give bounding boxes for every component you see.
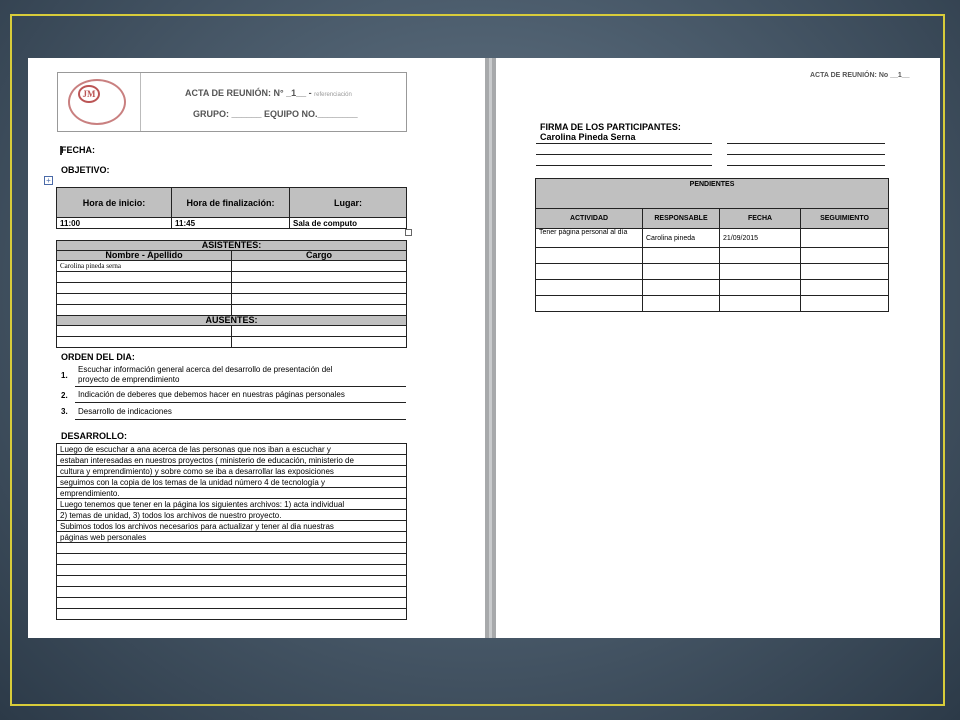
orden-item-1-underline	[75, 386, 406, 387]
orden-item-1-line2: proyecto de emprendimiento	[78, 375, 180, 384]
table-cell	[536, 248, 643, 264]
table-cell	[536, 264, 643, 280]
desarrollo-line: emprendimiento.	[57, 488, 407, 499]
header-lugar: Lugar:	[290, 188, 407, 218]
table-cell	[57, 554, 407, 565]
table-cell	[57, 543, 407, 554]
desarrollo-title: DESARROLLO:	[61, 431, 127, 441]
pendientes-header-seguimiento: SEGUIMIENTO	[801, 209, 889, 229]
header-hora-inicio: Hora de inicio:	[57, 188, 172, 218]
table-cell	[57, 283, 232, 294]
firma-label: FIRMA DE LOS PARTICIPANTES:	[540, 122, 681, 132]
signature-line	[536, 165, 712, 166]
table-cell	[232, 326, 407, 337]
asistentes-table	[56, 240, 407, 348]
table-cell	[57, 609, 407, 620]
table-cell	[643, 248, 720, 264]
objetivo-label: OBJETIVO:	[61, 165, 110, 175]
firma-name: Carolina Pineda Serna	[540, 132, 636, 142]
table-cell	[232, 305, 407, 316]
asistente-nombre: Carolina pineda serna	[57, 261, 232, 272]
header-title-dash: -	[308, 88, 312, 98]
desarrollo-line: estaban interesadas en nuestros proyectos ( ministerio de educación, ministerio de	[57, 455, 407, 466]
table-cell	[57, 576, 407, 587]
document-page-right	[496, 58, 940, 638]
table-cell	[536, 280, 643, 296]
table-cell	[57, 326, 232, 337]
pendientes-header-fecha: FECHA	[720, 209, 801, 229]
orden-item-2-underline	[75, 402, 406, 403]
document-header	[57, 72, 407, 132]
table-cell	[801, 264, 889, 280]
asistentes-header-cargo: Cargo	[232, 251, 407, 261]
table-cell	[643, 296, 720, 312]
table-cell	[643, 264, 720, 280]
table-cell	[57, 337, 232, 348]
table-cell	[801, 296, 889, 312]
table-cell	[232, 283, 407, 294]
table-cell	[57, 598, 407, 609]
signature-line	[536, 143, 712, 144]
signature-line	[727, 165, 885, 166]
pendientes-header-responsable: RESPONSABLE	[643, 209, 720, 229]
orden-item-1-num: 1.	[61, 371, 68, 380]
document-page-left	[28, 58, 485, 638]
ausentes-title: AUSENTES:	[57, 316, 407, 326]
table-cell	[57, 565, 407, 576]
seal-icon	[68, 79, 126, 125]
table-cell	[57, 587, 407, 598]
header-title	[185, 88, 352, 98]
table-cell	[720, 296, 801, 312]
pendiente-actividad: Tener página personal al día	[536, 229, 643, 248]
desarrollo-line: cultura y emprendimiento) y sobre como se iba a desarrollar las exposiciones	[57, 466, 407, 477]
table-cell	[720, 280, 801, 296]
table-resize-handle[interactable]	[405, 229, 412, 236]
schedule-table	[56, 187, 407, 229]
header-hora-finalizacion: Hora de finalización:	[172, 188, 290, 218]
desarrollo-line: 2) temas de unidad, 3) todos los archivos de nuestro proyecto.	[57, 510, 407, 521]
signature-line	[727, 143, 885, 144]
value-hora-finalizacion: 11:45	[172, 218, 290, 229]
orden-item-2-text: Indicación de deberes que debemos hacer en nuestras páginas personales	[78, 390, 345, 399]
orden-item-2-num: 2.	[61, 391, 68, 400]
value-lugar: Sala de computo	[290, 218, 407, 229]
orden-title: ORDEN DEL DIA:	[61, 352, 135, 362]
table-cell	[643, 280, 720, 296]
pendiente-responsable: Carolina pineda	[643, 229, 720, 248]
table-move-handle-icon[interactable]: +	[44, 176, 53, 185]
desarrollo-line: Subimos todos los archivos necesarios para actualizar y tener al dia nuestras	[57, 521, 407, 532]
seal-monogram: JM	[78, 85, 100, 103]
header-title-text: ACTA DE REUNIÓN: N° _1__	[185, 88, 307, 98]
table-cell	[57, 272, 232, 283]
value-hora-inicio: 11:00	[57, 218, 172, 229]
table-cell	[232, 294, 407, 305]
asistentes-header-nombre: Nombre - Apellido	[57, 251, 232, 261]
fecha-label: FECHA:	[61, 145, 95, 155]
page-gutter	[485, 58, 496, 638]
table-cell	[801, 248, 889, 264]
pendientes-title: PENDIENTES	[536, 179, 889, 209]
orden-item-3-num: 3.	[61, 407, 68, 416]
desarrollo-line: páginas web personales	[57, 532, 407, 543]
pendientes-header-actividad: ACTIVIDAD	[536, 209, 643, 229]
header-title-note: referenciación	[314, 92, 352, 98]
orden-item-3-underline	[75, 419, 406, 420]
table-cell	[536, 296, 643, 312]
table-cell	[232, 337, 407, 348]
table-cell	[57, 294, 232, 305]
desarrollo-line: Luego tenemos que tener en la página los siguientes archivos: 1) acta individual	[57, 499, 407, 510]
table-cell	[801, 280, 889, 296]
table-cell	[57, 305, 232, 316]
pendientes-table	[535, 178, 889, 312]
asistentes-title: ASISTENTES:	[57, 241, 407, 251]
orden-item-1-text	[78, 365, 332, 385]
signature-line	[536, 154, 712, 155]
table-cell	[232, 272, 407, 283]
orden-item-1-line1: Escuchar información general acerca del desarrollo de presentación del	[78, 365, 333, 374]
desarrollo-table	[56, 443, 407, 620]
orden-item-3-text: Desarrollo de indicaciones	[78, 407, 172, 416]
desarrollo-line: seguimos con la copia de los temas de la unidad número 4 de tecnología y	[57, 477, 407, 488]
right-page-header: ACTA DE REUNIÓN: No __1__	[810, 72, 910, 79]
signature-line	[727, 154, 885, 155]
desarrollo-line: Luego de escuchar a ana acerca de las personas que nos iban a escuchar y	[57, 444, 407, 455]
pendiente-fecha: 21/09/2015	[720, 229, 801, 248]
table-cell	[720, 248, 801, 264]
logo	[58, 73, 141, 131]
pendiente-seguimiento	[801, 229, 889, 248]
header-subtitle: GRUPO: ______ EQUIPO NO.________	[193, 109, 358, 119]
table-cell	[720, 264, 801, 280]
asistente-cargo	[232, 261, 407, 272]
